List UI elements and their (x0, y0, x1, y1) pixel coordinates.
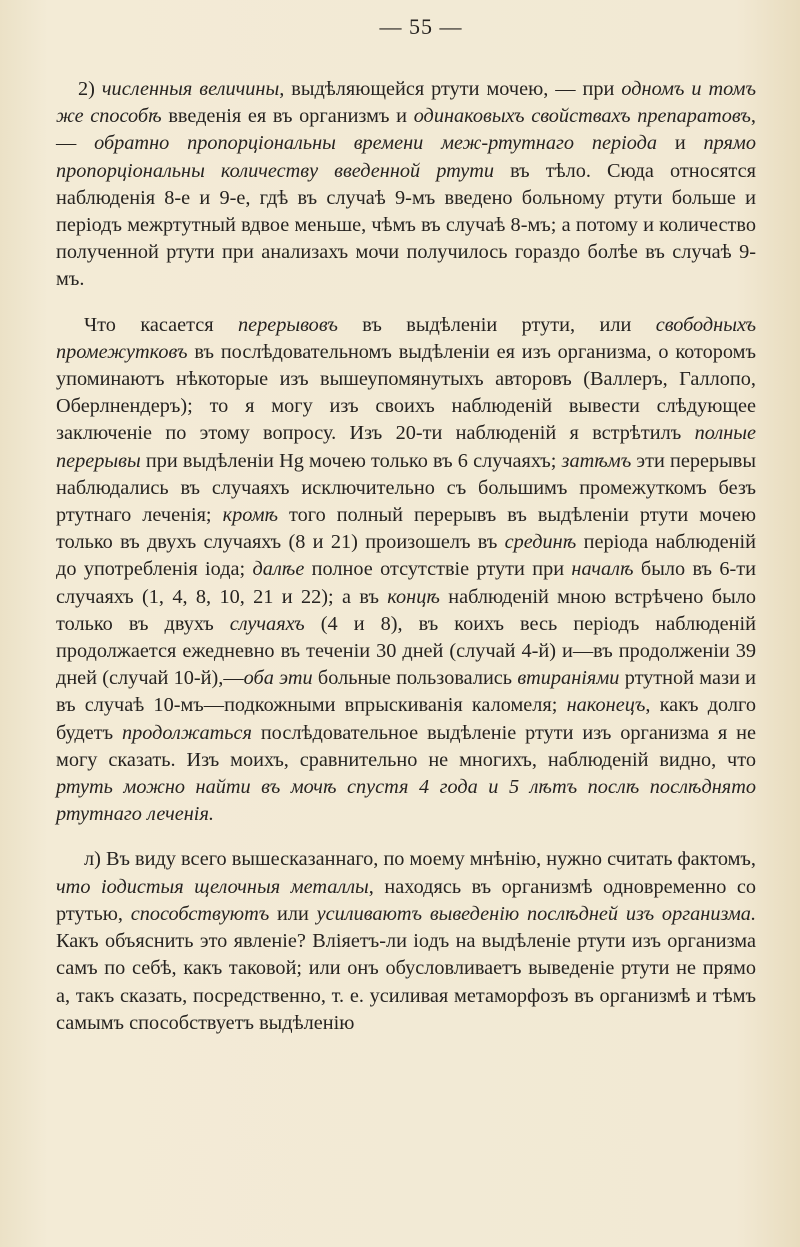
italic-text-run: оба эти (243, 667, 313, 690)
italic-text-run: что іодистыя щелочныя металлы (56, 875, 369, 898)
text-run: того полный перерывъ въ выдѣленіи ртути мочею только въ двухъ случаяхъ (8 и 21) произошелъ въ (56, 504, 756, 554)
text-run: введенія ея въ организмъ и (161, 105, 414, 128)
italic-text-run: перерывовъ (237, 313, 338, 336)
text-run: , находясь въ организмѣ одновременно со ртутью, (56, 875, 756, 925)
italic-text-run: одномъ и томъ же способѣ (56, 78, 756, 128)
italic-text-run: срединѣ (504, 531, 577, 554)
paragraph-numeric-quantities (56, 76, 756, 294)
text-run: было въ 6-ти случаяхъ (1, 4, 8, 10, 21 и 22); а въ (56, 558, 756, 608)
text-run: ртутной мази и въ случаѣ 10-мъ—подкожными впрыскиванія каломеля; (56, 667, 756, 717)
italic-text-run: обратно пропорціональны времени меж-ртутнаго періода (94, 132, 658, 155)
text-run: или (269, 902, 317, 925)
text-run: въ послѣдовательномъ выдѣленіи ея изъ организма, о которомъ упоминаютъ нѣкоторые изъ вышеупомянутыхъ авторовъ (Валлеръ, Галлопо, Оберлнендеръ); то я могу изъ своихъ наблюденій вывести слѣдующее заключеніе по этому вопросу. Изъ 20-ти наблюденій я встрѣтилъ (56, 340, 756, 445)
text-run: выдѣляющейся ртути мочею, — при (284, 78, 622, 100)
italic-text-run: далѣе (252, 558, 305, 581)
italic-text-run: одинаковыхъ свойствахъ препаратовъ (413, 105, 751, 128)
italic-text-run: продолжаться (121, 721, 252, 744)
text-run: при выдѣленіи Hg мочею только въ 6 случаяхъ; (140, 449, 562, 472)
italic-text-run: концѣ (387, 585, 440, 608)
italic-text-run: втираніями (517, 667, 620, 690)
text-run: періода наблюденій до употребленія іода; (56, 531, 756, 581)
italic-text-run: случаяхъ (229, 612, 305, 635)
italic-text-run: началѣ (571, 558, 634, 581)
paragraph-interruptions (56, 312, 756, 829)
text-run: послѣдовательное выдѣленіе ртути изъ организма я не могу сказать. Изъ моихъ, сравнительно не многихъ, наблюденій видно, что (56, 721, 756, 771)
text-run: въ выдѣленіи ртути, или (337, 313, 656, 336)
italic-text-run: численныя величины, (101, 78, 285, 100)
text-run: полное отсутствіе ртути при (304, 558, 572, 581)
text-run: 2) (78, 78, 102, 100)
text-run: въ тѣло. Сюда относятся наблюденія 8-е и 9-е, гдѣ въ случаѣ 9-мъ введено больному ртути больше и періодъ межртутный вдвое меньше, чѣмъ въ случаѣ 8-мъ; а потому и количество полученной ртути при анализахъ мочи получилось гораздо болѣе въ случаѣ 9-мъ. (56, 159, 757, 291)
text-run: больные пользовались (312, 667, 518, 690)
text-run: л) Въ виду всего вышесказаннаго, по моему мнѣнію, нужно считать фактомъ, (84, 848, 756, 871)
italic-text-run: ртуть можно найти въ мочѣ спустя 4 года и 5 лѣтъ послѣ послѣднято ртутнаго леченія. (56, 776, 756, 826)
italic-text-run: кромѣ (222, 504, 279, 527)
text-run: Что касается (84, 313, 238, 336)
text-run: и (657, 132, 704, 155)
italic-text-run: способствуютъ (130, 902, 270, 925)
text-run: , — (56, 105, 756, 155)
italic-text-run: прямо пропорціональны количеству введенной ртути (56, 132, 756, 182)
text-run: эти перерывы наблюдались въ случаяхъ исключительно съ большимъ промежуткомъ безъ ртутнаго леченія; (56, 449, 756, 527)
text-run: , какъ долго будетъ (56, 694, 756, 744)
text-run: наблюденій мною встрѣчено было только въ двухъ (56, 585, 756, 635)
text-run: Какъ объяснить это явленіе? Вліяетъ-ли іодъ на выдѣленіе ртути изъ организма самъ по себѣ, какъ таковой; или онъ обусловливаетъ выведеніе ртути не прямо а, такъ сказать, посредственно, т. е. усиливая метаморфозъ въ организмѣ и тѣмъ самымъ способствуетъ выдѣленію (56, 930, 756, 1034)
page-number: — 55 — (379, 14, 463, 39)
italic-text-run: наконецъ (566, 694, 646, 717)
italic-text-run: усиливаютъ выведенію послѣдней изъ организма. (316, 902, 757, 925)
italic-text-run: затѣмъ (561, 449, 632, 472)
italic-text-run: свободныхъ промежутковъ (56, 313, 756, 363)
italic-text-run: полные перерывы (56, 422, 756, 472)
text-run: (4 и 8), въ коихъ весь періодъ наблюденій продолжается ежедневно въ теченіи 30 дней (случай 4-й) и—въ продолженіи 39 дней (случай 10-й),— (56, 612, 756, 690)
paragraph-conclusion-iodine (56, 846, 756, 1036)
